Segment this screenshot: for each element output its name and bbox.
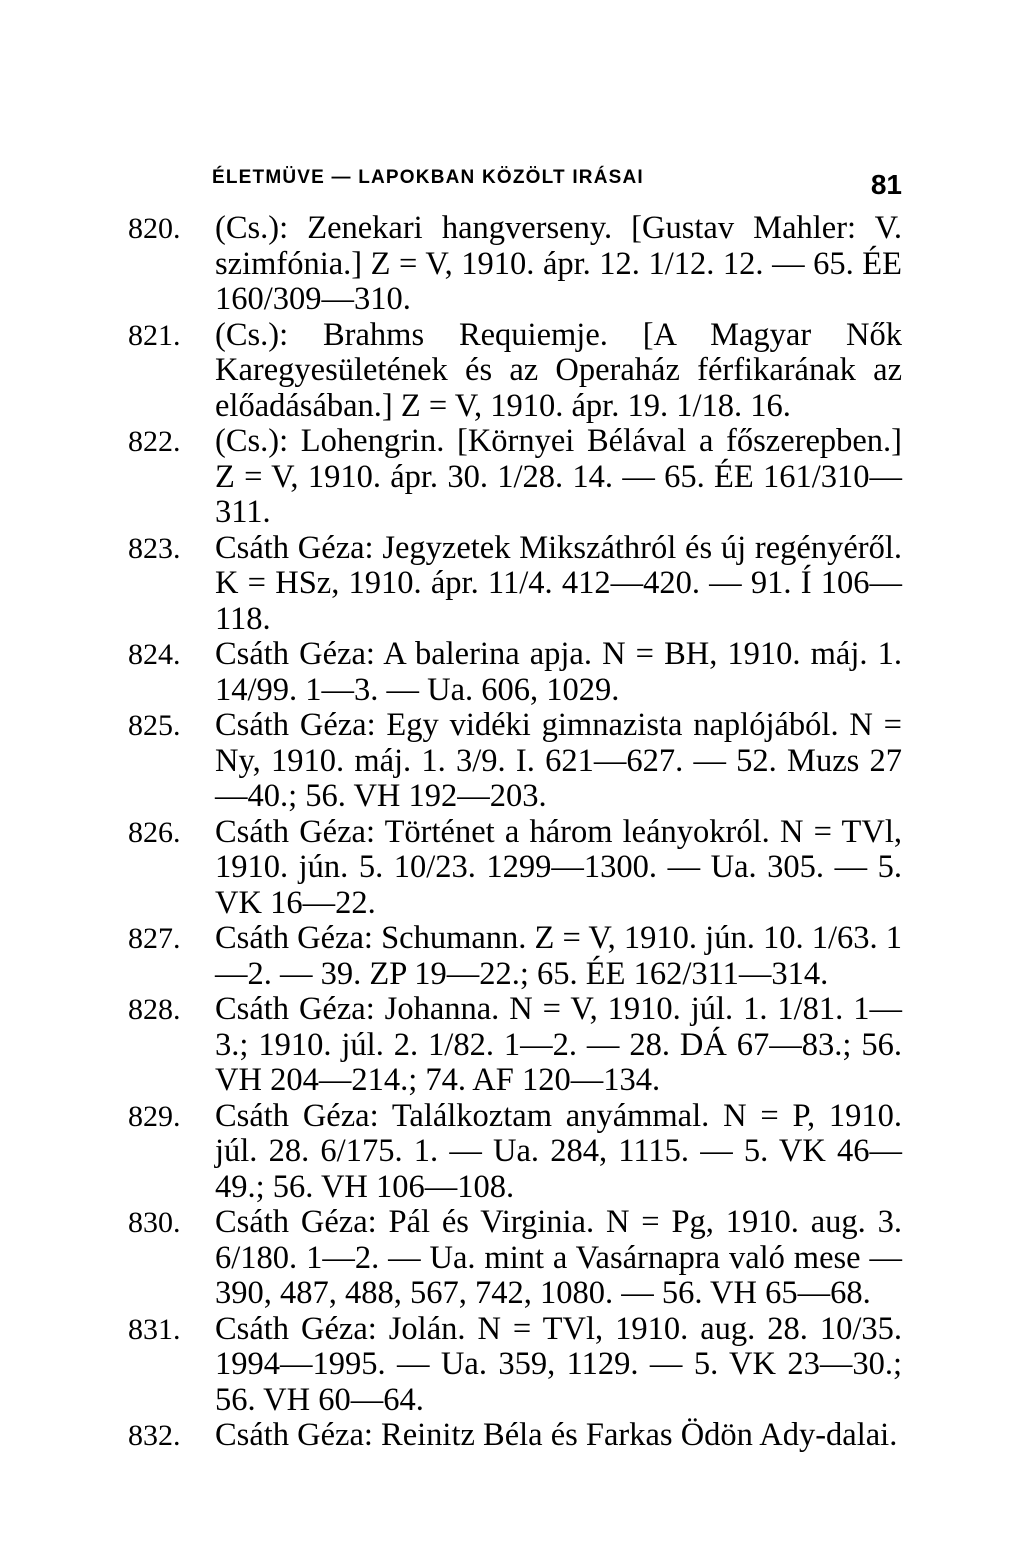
entry-number: 831.: [128, 1312, 181, 1346]
entry-number: 822.: [128, 425, 181, 458]
entry-text: Csáth Géza: Jegyzetek Mikszáthról és új regényéről. K = HSz, 1910. ápr. 11/4. 412—420. — 91. Í 106—118.: [215, 529, 902, 637]
entry-text: Csáth Géza: Schumann. Z = V, 1910. jún. 10. 1/63. 1—2. — 39. ZP 19—22.; 65. ÉE 162/311—314.: [215, 920, 902, 992]
entry-number: 828.: [128, 993, 181, 1026]
entry-text: (Cs.): Brahms Requiemje. [A Magyar Nők Karegyesületének és az Operaház férfikarának az előadásában.] Z = V, 1910. ápr. 19. 1/18. 16.: [215, 316, 902, 424]
bibliography-entry: [128, 1204, 902, 1312]
entry-number: 826.: [128, 815, 181, 849]
bibliography-entry: [128, 920, 902, 992]
entry-text: (Cs.): Zenekari hangverseny. [Gustav Mahler: V. szimfónia.] Z = V, 1910. ápr. 12. 1/12. 12. — 65. ÉE 160/309—310.: [215, 210, 902, 317]
entry-number: 827.: [128, 922, 181, 955]
entry-number: 820.: [128, 212, 181, 245]
entry-number: 821.: [128, 318, 181, 352]
entry-number: 823.: [128, 531, 181, 565]
bibliography-entry: [128, 1310, 902, 1419]
entry-text: Csáth Géza: Reinitz Béla és Farkas Ödön Ady-dalai.: [215, 1417, 898, 1453]
bibliography-entry: [128, 210, 902, 318]
bibliography-entry: [128, 316, 902, 425]
bibliography-entry: [128, 1097, 902, 1206]
bibliography-entry: [128, 1417, 902, 1454]
bibliography-entry: [128, 636, 902, 708]
bibliography-entry: [128, 529, 902, 638]
running-header: [212, 165, 902, 211]
entry-text: Csáth Géza: Találkoztam anyámmal. N = P, 1910. júl. 28. 6/175. 1. — Ua. 284, 1115. — 5. VK 46—49.; 56. VH 106—108.: [215, 1097, 902, 1205]
entry-text: Csáth Géza: Történet a három leányokról. N = TVl, 1910. jún. 5. 10/23. 1299—1300. — Ua. 305. — 5. VK 16—22.: [215, 813, 902, 921]
page-number: 81: [870, 169, 902, 200]
bibliography-list: [128, 210, 902, 1454]
bibliography-entry: [128, 991, 902, 1099]
entry-text: Csáth Géza: Egy vidéki gimnazista naplójából. N = Ny, 1910. máj. 1. 3/9. I. 621—627. — 52. Muzs 27—40.; 56. VH 192—203.: [215, 707, 902, 814]
entry-text: Csáth Géza: A balerina apja. N = BH, 1910. máj. 1. 14/99. 1—3. — Ua. 606, 1029.: [215, 636, 902, 708]
entry-text: Csáth Géza: Jolán. N = TVl, 1910. aug. 28. 10/35. 1994—1995. — Ua. 359, 1129. — 5. VK 23—30.; 56. VH 60—64.: [215, 1310, 902, 1418]
entry-number: 829.: [128, 1099, 181, 1133]
entry-number: 832.: [128, 1419, 181, 1452]
bibliography-entry: [128, 423, 902, 531]
entry-number: 824.: [128, 638, 181, 671]
page-content: [128, 165, 902, 1454]
bibliography-entry: [128, 707, 902, 815]
entry-text: Csáth Géza: Pál és Virginia. N = Pg, 1910. aug. 3. 6/180. 1—2. — Ua. mint a Vasárnapra való mese — 390, 487, 488, 567, 742, 1080. — 56. VH 65—68.: [215, 1204, 902, 1311]
bibliography-entry: [128, 813, 902, 922]
entry-text: Csáth Géza: Johanna. N = V, 1910. júl. 1. 1/81. 1—3.; 1910. júl. 2. 1/82. 1—2. — 28. DÁ 67—83.; 56. VH 204—214.; 74. AF 120—134.: [215, 991, 902, 1098]
entry-text: (Cs.): Lohengrin. [Környei Bélával a főszerepben.] Z = V, 1910. ápr. 30. 1/28. 14. — 65. ÉE 161/310—311.: [215, 423, 902, 530]
running-header-title: ÉLETMÜVE — LAPOKBAN KÖZÖLT IRÁSAI: [212, 167, 644, 188]
entry-number: 825.: [128, 709, 181, 742]
entry-number: 830.: [128, 1206, 181, 1239]
